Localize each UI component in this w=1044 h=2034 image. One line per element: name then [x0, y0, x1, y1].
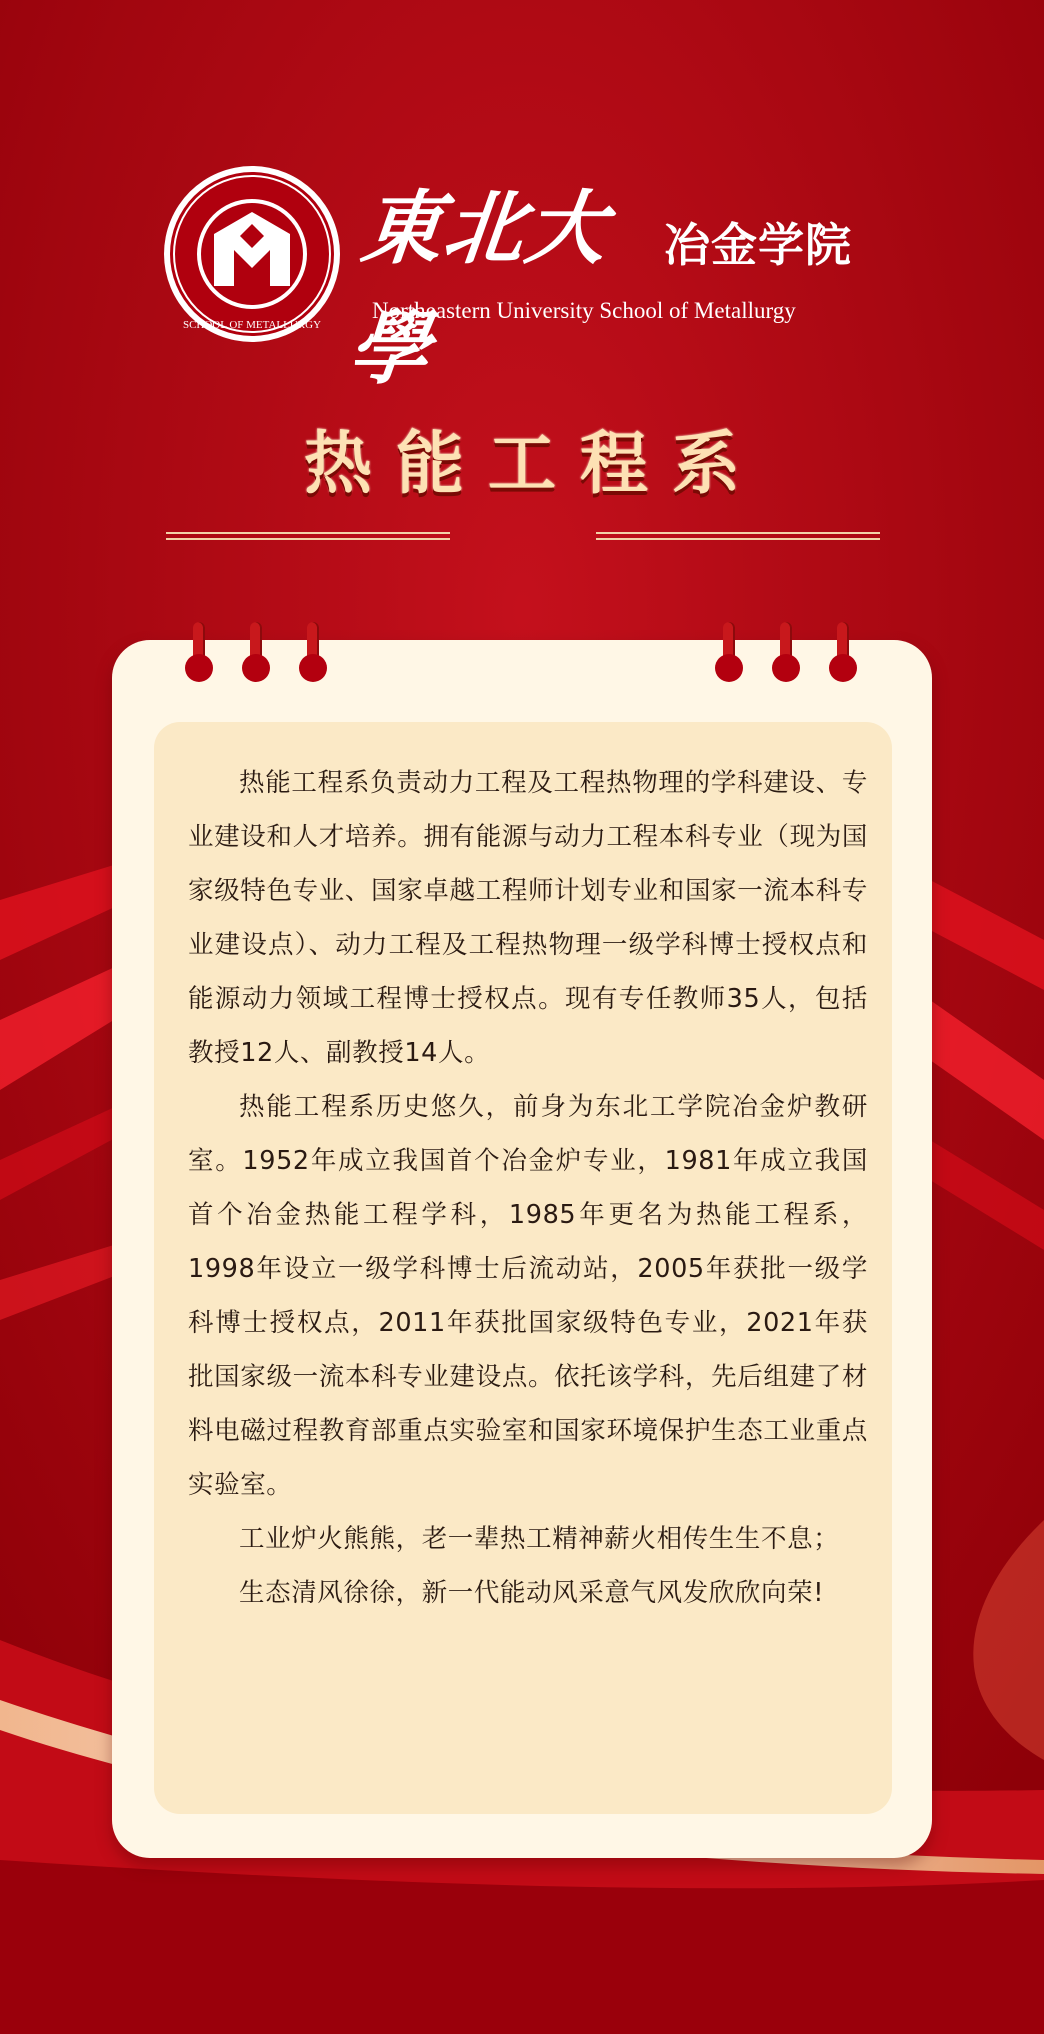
paragraph-history: 热能工程系历史悠久，前身为东北工学院冶金炉教研室。1952年成立我国首个冶金炉专业，1981年成立我国首个冶金热能工程学科，1985年更名为热能工程系， 1998年设立一级学科博士后流动站，2005年获批一级学科博士授权点，2011年获批国家级特色专业，2021年获批国家级一流本科专业建设点。依托该学科，先后组建了材料电磁过程教育部重点实验室和国家环境保护生态工业重点实验室。: [188, 1092, 868, 1500]
title-divider-right: [596, 532, 880, 540]
college-name-en: Northeastern University School of Metallurgy: [372, 298, 796, 323]
paragraph-overview: 热能工程系负责动力工程及工程热物理的学科建设、专业建设和人才培养。拥有能源与动力工程本科专业（现为国家级特色专业、国家卓越工程师计划专业和国家一流本科专业建设点）、动力工程及工程热物理一级学科博士授权点和能源动力领域工程博士授权点。现有专任教师35人，包括教授12人、副教授14人。: [188, 768, 868, 1068]
seal-ring-text: SCHOOL OF METALLURGY: [182, 319, 322, 331]
paragraph-motto-2: 生态清风徐徐，新一代能动风采意气风发欣欣向荣!: [239, 1578, 825, 1608]
department-description: [188, 756, 868, 1796]
title-divider-left: [166, 532, 450, 540]
paragraph-motto-1: 工业炉火熊熊，老一辈热工精神薪火相传生生不息；: [239, 1524, 840, 1554]
school-seal-logo: [162, 164, 342, 344]
university-name-calligraphy: 東北大學: [344, 181, 613, 395]
college-name-cn: 冶金学院: [664, 218, 852, 272]
department-title: 热能工程系: [303, 425, 764, 504]
